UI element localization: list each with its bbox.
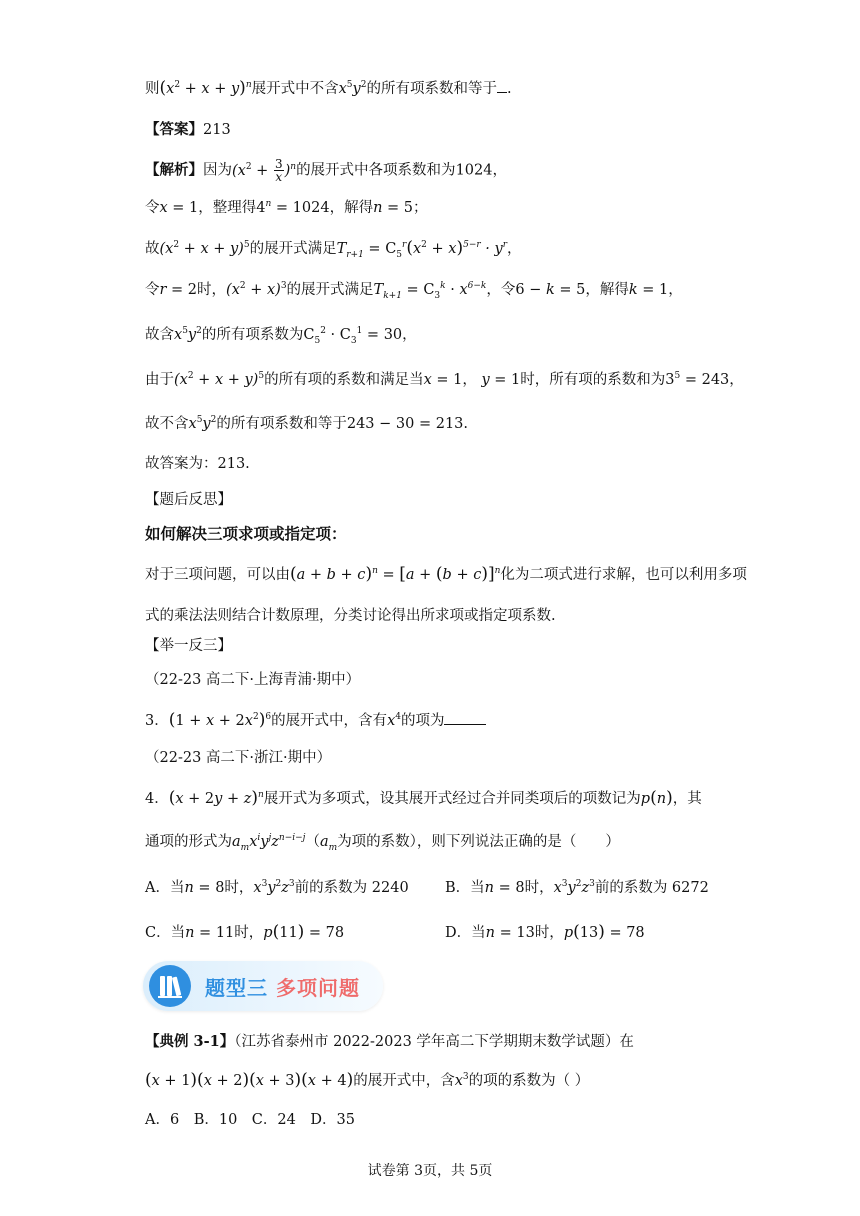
question-source: （22-23 高二下·上海青浦·期中） [145, 672, 361, 688]
method-paragraph-line-1: 对于三项问题，可以由$(a + b + c)^n = [a + (b + c)]^n$化为二项式进行求解，也可以利用多项 [145, 564, 747, 584]
analysis-line-1: 【解析】因为($x^2$ + $\frac{3}{x}$ )$^n$的展开式中各项系数和为1024， [145, 157, 507, 184]
analysis-line-4: 令r = 2时，$(x^2 + x)^3$的展开式满足$T_{k+1} = C_3^k \cdot x^{6-k}$，令6 − k = 5，解得k = 1， [145, 281, 683, 301]
option-b[interactable]: B．当n = 8时，$x^3y^2z^3$前的系数为 6272 [445, 879, 709, 896]
section-banner [143, 961, 383, 1011]
answer-line: 【答案】213 [145, 121, 231, 138]
question-stem-line: 则$(x^2 + x + y)^n$展开式中不含$x^5y^2$的所有项系数和等于 . [145, 78, 512, 98]
practice-label: 【举一反三】 [145, 638, 232, 654]
books-icon [149, 965, 191, 1007]
example-label-line: 【典例 3-1】（江苏省泰州市 2022-2023 学年高二下学期期末数学试题）在 [145, 1033, 634, 1050]
example-question: (x + 1)(x + 2)(x + 3)(x + 4)的展开式中，含$x^3$的项的系数为（ ） [145, 1070, 590, 1090]
analysis-line-7: 故不含$x^5y^2$的所有项系数和等于243 − 30 = 213. [145, 415, 469, 432]
option-d[interactable]: D．当n = 13时，p(13) = 78 [445, 922, 645, 942]
question-4-line-2: 通项的形式为$a_mx^iy^jz^{n-i-j}(a_m$为项的系数），则下列说法正确的是（ ） [145, 833, 620, 853]
section-heading: 如何解决三项求项或指定项： [145, 525, 347, 543]
analysis-line-6: 由于$(x^2 + x + y)^5$的所有项的系数和满足当x = 1， y = 1时，所有项的系数和为$3^5 = 243$， [145, 371, 744, 388]
banner-title: 题型三 多项问题 [205, 976, 360, 1000]
analysis-line-5: 故含$x^5y^2$的所有项系数为$C_5^2 \cdot C_3^1 = 30$， [145, 326, 417, 346]
question-3: 3．$(1 + x + 2x^2)^6$的展开式中，含有$x^4$的项为 [145, 710, 486, 731]
question-source: （22-23 高二下·浙江·期中） [145, 750, 332, 766]
method-paragraph-line-2: 式的乘法法则结合计数原理，分类讨论得出所求项或指定项系数. [145, 608, 556, 624]
analysis-line-3: 故$(x^2 + x + y)^5$的展开式满足$T_{r+1} = C_5^r(x^2 + x)^{5-r} \cdot y^r$， [145, 238, 522, 260]
question-4-line-1: 4．$(x + 2y + z)^n$展开式为多项式，设其展开式经过合并同类项后的项数记为p(n)，其 [145, 788, 702, 808]
reflection-label: 【题后反思】 [145, 492, 232, 508]
page-footer: 试卷第 3页，共 5页 [367, 1163, 493, 1179]
option-a[interactable]: A．当n = 8时，$x^3y^2z^3$前的系数为 2240 [145, 879, 409, 896]
example-options[interactable]: A．6 B．10 C．24 D．35 [145, 1112, 355, 1128]
analysis-line-2: 令x = 1，整理得$4^n = 1024$，解得n = 5； [145, 199, 428, 216]
option-c[interactable]: C．当n = 11时，p(11) = 78 [145, 922, 345, 942]
final-answer-line: 故答案为：213. [145, 456, 250, 472]
